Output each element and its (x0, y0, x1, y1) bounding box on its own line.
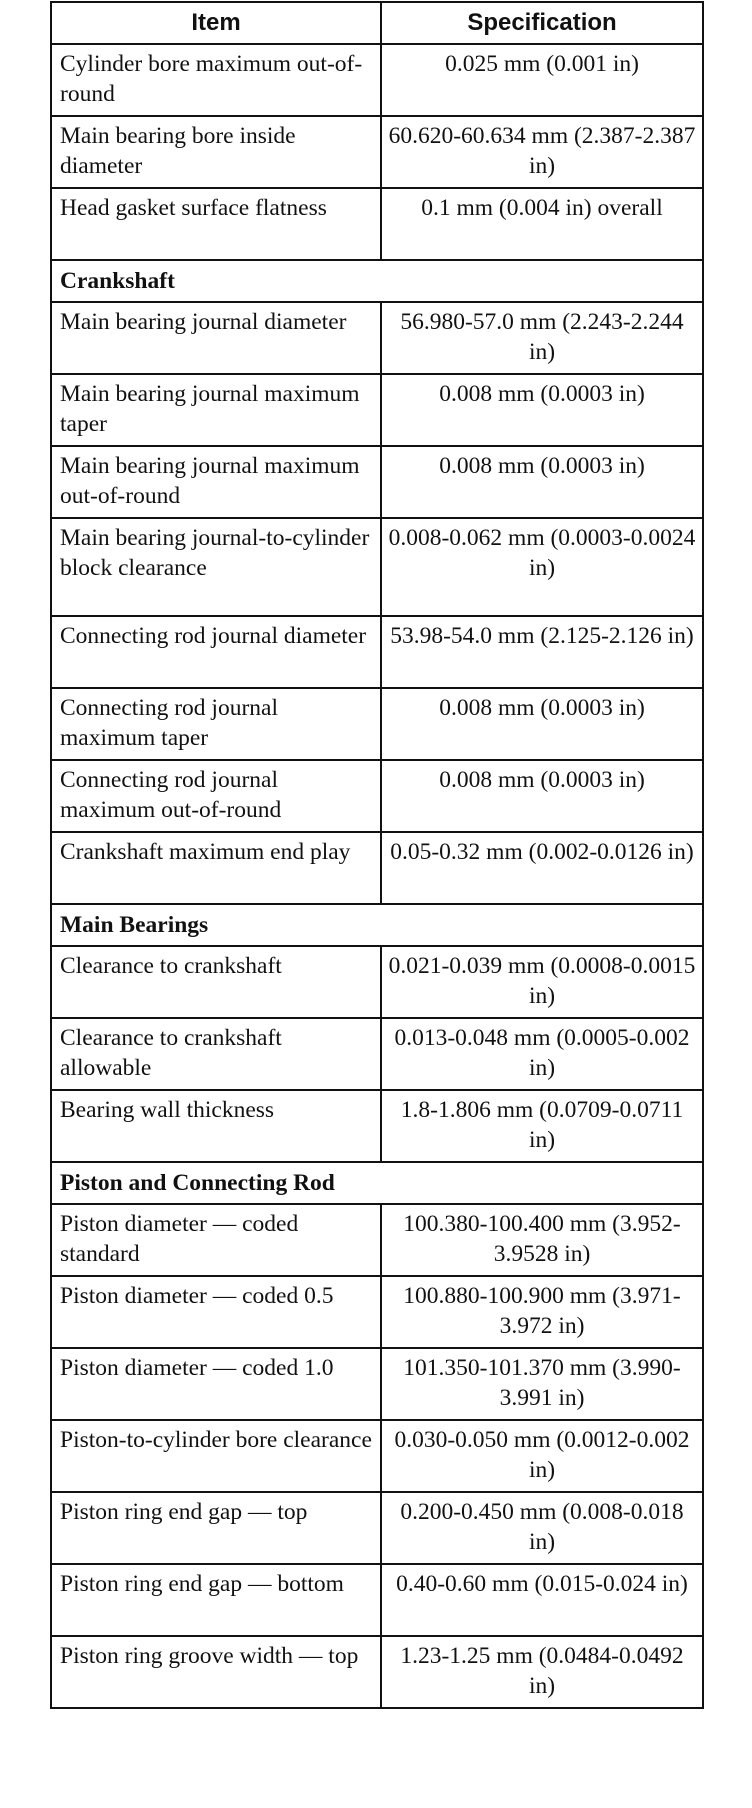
item-cell: Main bearing journal maximum out-of-round (51, 446, 381, 518)
table-row (51, 374, 703, 446)
table-row (51, 188, 703, 260)
specification-cell: 1.23-1.25 mm (0.0484-0.0492 in) (381, 1636, 703, 1708)
table-header-row (51, 2, 703, 44)
item-cell: Piston diameter — coded 1.0 (51, 1348, 381, 1420)
table-row (51, 518, 703, 616)
table-row (51, 1492, 703, 1564)
specification-cell: 0.021-0.039 mm (0.0008-0.0015 in) (381, 946, 703, 1018)
table-row (51, 760, 703, 832)
table-row (51, 1090, 703, 1162)
table-row (51, 1420, 703, 1492)
item-cell: Piston diameter — coded 0.5 (51, 1276, 381, 1348)
specification-cell: 0.008 mm (0.0003 in) (381, 688, 703, 760)
item-cell: Connecting rod journal diameter (51, 616, 381, 688)
item-cell: Main bearing journal-to-cylinder block clearance (51, 518, 381, 616)
item-cell: Connecting rod journal maximum taper (51, 688, 381, 760)
specification-cell: 0.025 mm (0.001 in) (381, 44, 703, 116)
table-row (51, 44, 703, 116)
table-row (51, 832, 703, 904)
specification-cell: 0.200-0.450 mm (0.008-0.018 in) (381, 1492, 703, 1564)
section-header-row (51, 260, 703, 302)
table-row (51, 1564, 703, 1636)
section-title-piston-and-connecting-rod: Piston and Connecting Rod (51, 1162, 703, 1204)
specification-cell: 0.013-0.048 mm (0.0005-0.002 in) (381, 1018, 703, 1090)
specification-cell: 60.620-60.634 mm (2.387-2.387 in) (381, 116, 703, 188)
table-row (51, 302, 703, 374)
table-row (51, 1348, 703, 1420)
table-row (51, 446, 703, 518)
item-cell: Piston diameter — coded standard (51, 1204, 381, 1276)
specification-cell: 1.8-1.806 mm (0.0709-0.0711 in) (381, 1090, 703, 1162)
item-cell: Piston ring end gap — bottom (51, 1564, 381, 1636)
table-row (51, 1276, 703, 1348)
table-row (51, 1018, 703, 1090)
specification-cell: 0.1 mm (0.004 in) overall (381, 188, 703, 260)
item-cell: Bearing wall thickness (51, 1090, 381, 1162)
table-row (51, 688, 703, 760)
specification-cell: 53.98-54.0 mm (2.125-2.126 in) (381, 616, 703, 688)
specification-cell: 0.008-0.062 mm (0.0003-0.0024 in) (381, 518, 703, 616)
item-column-header: Item (51, 2, 381, 44)
table-row (51, 116, 703, 188)
specification-cell: 0.05-0.32 mm (0.002-0.0126 in) (381, 832, 703, 904)
specification-cell: 100.380-100.400 mm (3.952-3.9528 in) (381, 1204, 703, 1276)
section-header-row (51, 904, 703, 946)
item-cell: Clearance to crankshaft allowable (51, 1018, 381, 1090)
specification-column-header: Specification (381, 2, 703, 44)
item-cell: Main bearing journal maximum taper (51, 374, 381, 446)
item-cell: Clearance to crankshaft (51, 946, 381, 1018)
section-title-crankshaft: Crankshaft (51, 260, 703, 302)
item-cell: Main bearing journal diameter (51, 302, 381, 374)
item-cell: Cylinder bore maximum out-of-round (51, 44, 381, 116)
section-title-main-bearings: Main Bearings (51, 904, 703, 946)
specification-cell: 0.008 mm (0.0003 in) (381, 374, 703, 446)
item-cell: Piston-to-cylinder bore clearance (51, 1420, 381, 1492)
section-header-row (51, 1162, 703, 1204)
item-cell: Connecting rod journal maximum out-of-round (51, 760, 381, 832)
item-cell: Piston ring end gap — top (51, 1492, 381, 1564)
specification-cell: 100.880-100.900 mm (3.971-3.972 in) (381, 1276, 703, 1348)
specification-cell: 0.008 mm (0.0003 in) (381, 446, 703, 518)
specification-table (50, 1, 704, 1709)
specification-cell: 0.40-0.60 mm (0.015-0.024 in) (381, 1564, 703, 1636)
item-cell: Piston ring groove width — top (51, 1636, 381, 1708)
table-row (51, 946, 703, 1018)
specification-cell: 0.008 mm (0.0003 in) (381, 760, 703, 832)
table-row (51, 1636, 703, 1708)
item-cell: Head gasket surface flatness (51, 188, 381, 260)
item-cell: Crankshaft maximum end play (51, 832, 381, 904)
item-cell: Main bearing bore inside diameter (51, 116, 381, 188)
specification-cell: 0.030-0.050 mm (0.0012-0.002 in) (381, 1420, 703, 1492)
specification-cell: 101.350-101.370 mm (3.990-3.991 in) (381, 1348, 703, 1420)
table-row (51, 1204, 703, 1276)
table-row (51, 616, 703, 688)
specification-cell: 56.980-57.0 mm (2.243-2.244 in) (381, 302, 703, 374)
